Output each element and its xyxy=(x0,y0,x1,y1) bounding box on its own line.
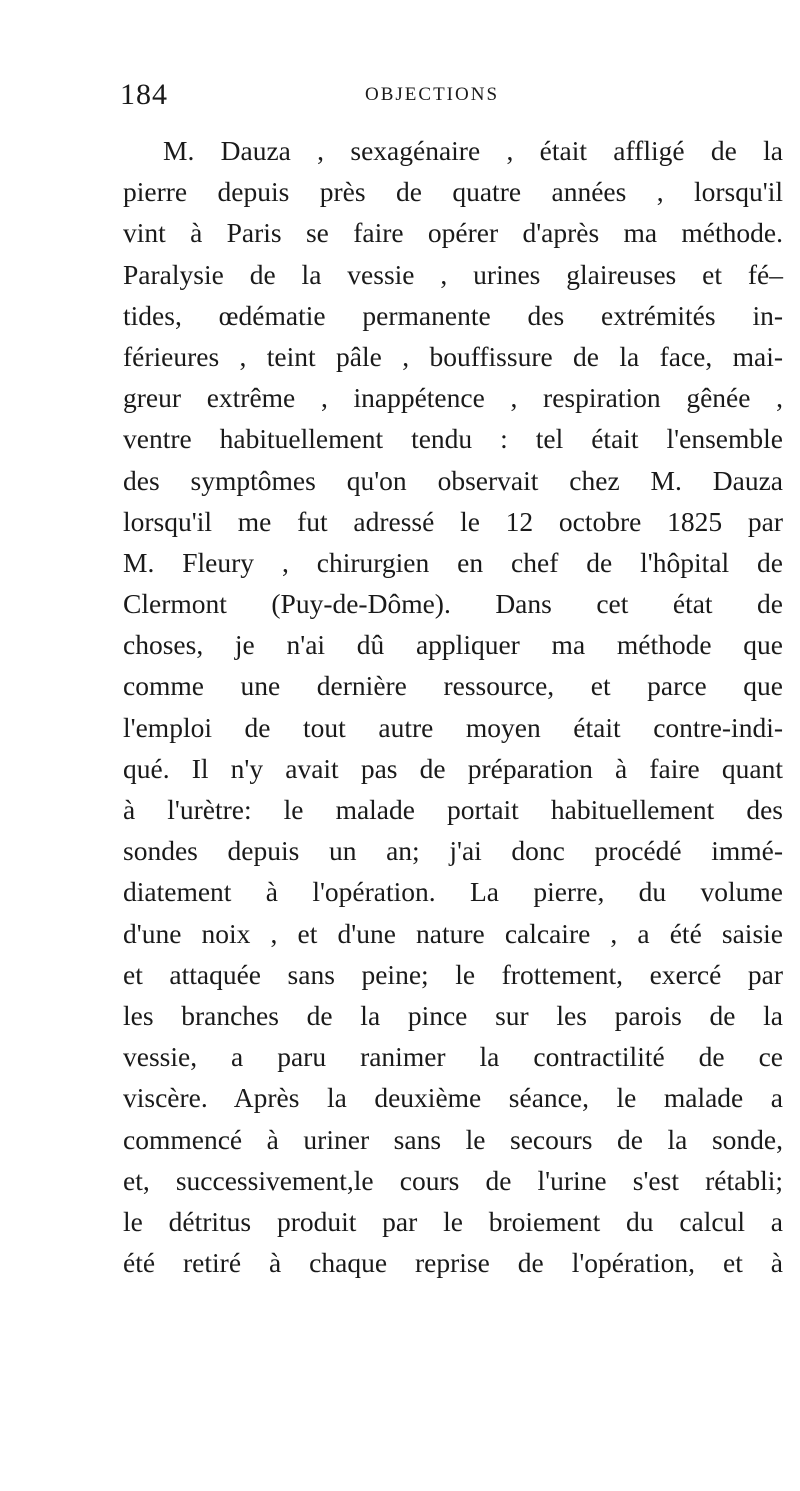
text-line: les branches de la pince sur les parois de la xyxy=(123,999,783,1031)
text-line: greur extrême , inappétence , respiration gênée , xyxy=(123,382,783,414)
text-line: viscère. Après la deuxième séance, le malade a xyxy=(123,1082,783,1114)
text-line: choses, je n'ai dû appliquer ma méthode que xyxy=(123,629,783,661)
text-line: férieures , teint pâle , bouffissure de la face, mai- xyxy=(123,340,783,372)
running-head xyxy=(120,78,800,118)
text-line: le détritus produit par le broiement du calcul a xyxy=(123,1205,783,1237)
text-line: commencé à uriner sans le secours de la sonde, xyxy=(123,1123,783,1155)
body-text xyxy=(123,130,783,1283)
text-line: des symptômes qu'on observait chez M. Dauza xyxy=(123,464,783,496)
text-line: Clermont (Puy-de-Dôme). Dans cet état de xyxy=(123,588,783,620)
text-line: vint à Paris se faire opérer d'après ma méthode. xyxy=(123,217,783,249)
text-line: été retiré à chaque reprise de l'opération, et à xyxy=(123,1247,783,1279)
text-line: ventre habituellement tendu : tel était l'ensemble xyxy=(123,423,783,455)
text-line: et attaquée sans peine; le frottement, exercé par xyxy=(123,958,783,990)
text-line: Paralysie de la vessie , urines glaireuses et fé– xyxy=(123,258,783,290)
text-line: M. Fleury , chirurgien en chef de l'hôpital de xyxy=(123,546,783,578)
text-line: M. Dauza , sexagénaire , était affligé de la xyxy=(163,135,783,166)
text-line: diatement à l'opération. La pierre, du volume xyxy=(123,876,783,908)
text-line: à l'urètre: le malade portait habituellement des xyxy=(123,794,783,825)
text-line: pierre depuis près de quatre années , lorsqu'il xyxy=(123,176,783,208)
text-line: et, successivement,le cours de l'urine s'est rétabli; xyxy=(123,1164,783,1196)
text-line: d'une noix , et d'une nature calcaire , a été saisie xyxy=(123,917,783,949)
header-title: OBJECTIONS xyxy=(365,84,500,105)
text-line: comme une dernière ressource, et parce que xyxy=(123,670,783,702)
text-line: vessie, a paru ranimer la contractilité de ce xyxy=(123,1041,783,1073)
text-line: tides, œdématie permanente des extrémités in- xyxy=(123,299,783,331)
text-line: qué. Il n'y avait pas de préparation à faire quant xyxy=(123,752,783,784)
text-line: lorsqu'il me fut adressé le 12 octobre 1825 par xyxy=(123,505,783,537)
text-line: sondes depuis un an; j'ai donc procédé immé- xyxy=(123,835,783,867)
text-line: l'emploi de tout autre moyen était contre-indi- xyxy=(123,711,783,743)
page-number: 184 xyxy=(120,78,168,111)
